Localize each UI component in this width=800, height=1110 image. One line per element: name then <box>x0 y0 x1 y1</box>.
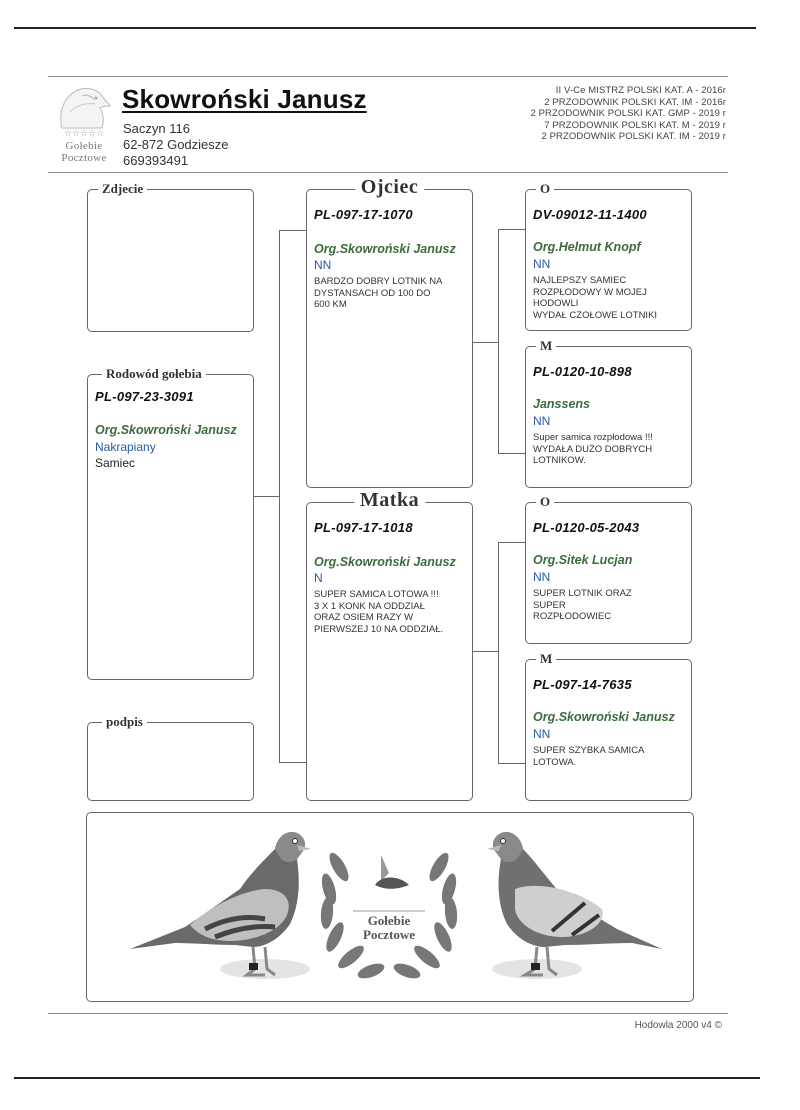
award-item: 2 PRZODOWNIK POLSKI KAT. IM - 2019 r <box>541 131 726 142</box>
father-ring-number: PL-097-17-1070 <box>314 207 413 222</box>
maternal-grandfather-box <box>525 494 692 644</box>
phone-number: 669393491 <box>123 153 189 168</box>
emblem-text-line2: Pocztowe <box>363 927 415 942</box>
maternal-grandfather-label: O <box>536 494 554 510</box>
father-box-label: Ojciec <box>355 176 424 198</box>
connector-line <box>473 651 499 652</box>
maternal-grandmother-ring: PL-097-14-7635 <box>533 677 632 692</box>
pigeon-right-icon <box>467 819 677 994</box>
photo-box-label: Zdjecie <box>98 181 147 197</box>
emblem-text-line1: Gołebie <box>367 913 411 928</box>
maternal-grandfather-color: NN <box>533 570 551 584</box>
decorative-panel <box>86 812 694 1002</box>
paternal-grandmother-color: NN <box>533 414 551 428</box>
awards-list <box>530 85 726 143</box>
club-logo <box>52 82 116 166</box>
connector-line <box>279 230 307 231</box>
description-line: SUPER <box>533 599 566 611</box>
description-line: BARDZO DOBRY LOTNIK NA <box>314 276 443 287</box>
description-line: LOTNIKOW. <box>533 455 586 466</box>
pigeon-head-icon <box>52 82 116 130</box>
award-item: 2 PRZODOWNIK POLSKI KAT. IM - 2016r <box>544 96 726 108</box>
connector-line <box>279 762 307 763</box>
paternal-grandfather-label: O <box>536 181 554 197</box>
photo-box[interactable] <box>87 181 254 332</box>
description-line: LOTOWA. <box>533 756 577 768</box>
subject-pigeon-box <box>87 366 254 680</box>
mother-box <box>306 489 473 801</box>
maternal-grandmother-box <box>525 651 692 801</box>
subject-box-label: Rodowód gołebia <box>102 366 206 382</box>
mother-color: N <box>314 571 323 585</box>
father-description <box>314 276 466 311</box>
subject-color: Nakrapiany <box>95 440 156 454</box>
connector-line <box>473 342 499 343</box>
mother-box-label: Matka <box>354 489 425 511</box>
address-line2: 62-872 Godziesze <box>123 137 229 152</box>
connector-line <box>498 453 526 454</box>
wreath-emblem <box>309 827 469 987</box>
connector-line <box>498 542 526 543</box>
maternal-grandfather-owner: Org.Sitek Lucjan <box>533 553 633 567</box>
breeder-name: Skowroński Janusz <box>122 84 367 114</box>
paternal-grandmother-description <box>533 432 685 467</box>
paternal-grandmother-label: M <box>536 338 556 354</box>
award-item: 7 PRZODOWNIK POLSKI KAT. M - 2019 r <box>544 119 726 131</box>
header-bottom-rule <box>48 172 728 173</box>
award-item: II V-Ce MISTRZ POLSKI KAT. A - 2016r <box>555 85 726 96</box>
pigeon-left-icon <box>115 819 325 994</box>
connector-line <box>498 542 499 764</box>
connector-line <box>498 229 526 230</box>
description-line: SUPER SAMICA LOTOWA !!! <box>314 589 439 600</box>
signature-box-label: podpis <box>102 714 147 730</box>
address-line1: Saczyn 116 <box>123 121 190 136</box>
signature-box[interactable] <box>87 714 254 801</box>
header-top-rule <box>48 76 728 77</box>
subject-ring-number: PL-097-23-3091 <box>95 389 194 404</box>
description-line: WYDAŁA DUŻO DOBRYCH <box>533 443 653 455</box>
paternal-grandmother-box <box>525 338 692 488</box>
top-page-rule <box>14 27 756 29</box>
paternal-grandfather-owner: Org.Helmut Knopf <box>533 240 641 254</box>
connector-line <box>498 763 526 764</box>
connector-line <box>254 496 280 497</box>
mother-description <box>314 589 466 635</box>
connector-line <box>498 229 499 454</box>
description-line: 600 KM <box>314 299 347 310</box>
mother-ring-number: PL-097-17-1018 <box>314 520 413 535</box>
connector-line <box>279 230 280 762</box>
maternal-grandmother-owner: Org.Skowroński Janusz <box>533 710 675 724</box>
paternal-grandfather-color: NN <box>533 257 551 271</box>
description-line: NAJLEPSZY SAMIEC <box>533 275 627 286</box>
maternal-grandmother-description <box>533 745 685 768</box>
father-box <box>306 176 473 488</box>
father-color: NN <box>314 258 332 272</box>
paternal-grandmother-ring: PL-0120-10-898 <box>533 364 632 379</box>
description-line: ORAZ OSIEM RAZY W <box>314 612 414 623</box>
maternal-grandmother-color: NN <box>533 727 551 741</box>
paternal-grandmother-owner: Janssens <box>533 397 590 411</box>
maternal-grandmother-label: M <box>536 651 556 667</box>
description-line: SUPER LOTNIK ORAZ <box>533 588 632 599</box>
software-credit: Hodowla 2000 v4 © <box>634 1020 722 1031</box>
description-line: ROZPŁODOWIEC <box>533 611 612 622</box>
footer-rule <box>48 1013 728 1014</box>
description-line: WYDAŁ CZOŁOWE LOTNIKI <box>533 309 658 321</box>
subject-owner: Org.Skowroński Janusz <box>95 423 237 437</box>
paternal-grandfather-box <box>525 181 692 331</box>
logo-text-line2: Pocztowe <box>61 152 107 164</box>
description-line: Super samica rozpłodowa !!! <box>533 432 653 443</box>
description-line: DYSTANSACH OD 100 DO <box>314 287 431 299</box>
stars-icon: ☆☆☆☆☆ <box>63 129 105 139</box>
maternal-grandfather-description <box>533 588 685 623</box>
bottom-page-rule <box>14 1077 760 1079</box>
logo-text-line1: Gołebie <box>65 140 103 152</box>
description-line: PIERWSZEJ 10 NA ODDZIAŁ. <box>314 623 444 635</box>
award-item: 2 PRZODOWNIK POLSKI KAT. GMP - 2019 r <box>530 108 726 119</box>
maternal-grandfather-ring: PL-0120-05-2043 <box>533 520 640 535</box>
mother-owner: Org.Skowroński Janusz <box>314 555 456 569</box>
description-line: ROZPŁODOWY W MOJEJ <box>533 286 647 298</box>
description-line: 3 X 1 KONK NA ODDZIAŁ <box>314 600 425 612</box>
father-owner: Org.Skowroński Janusz <box>314 242 456 256</box>
description-line: SUPER SZYBKA SAMICA <box>533 745 645 756</box>
description-line: HODOWLI <box>533 298 579 309</box>
subject-sex: Samiec <box>95 456 136 470</box>
paternal-grandfather-ring: DV-09012-11-1400 <box>533 207 647 222</box>
paternal-grandfather-description <box>533 275 685 321</box>
